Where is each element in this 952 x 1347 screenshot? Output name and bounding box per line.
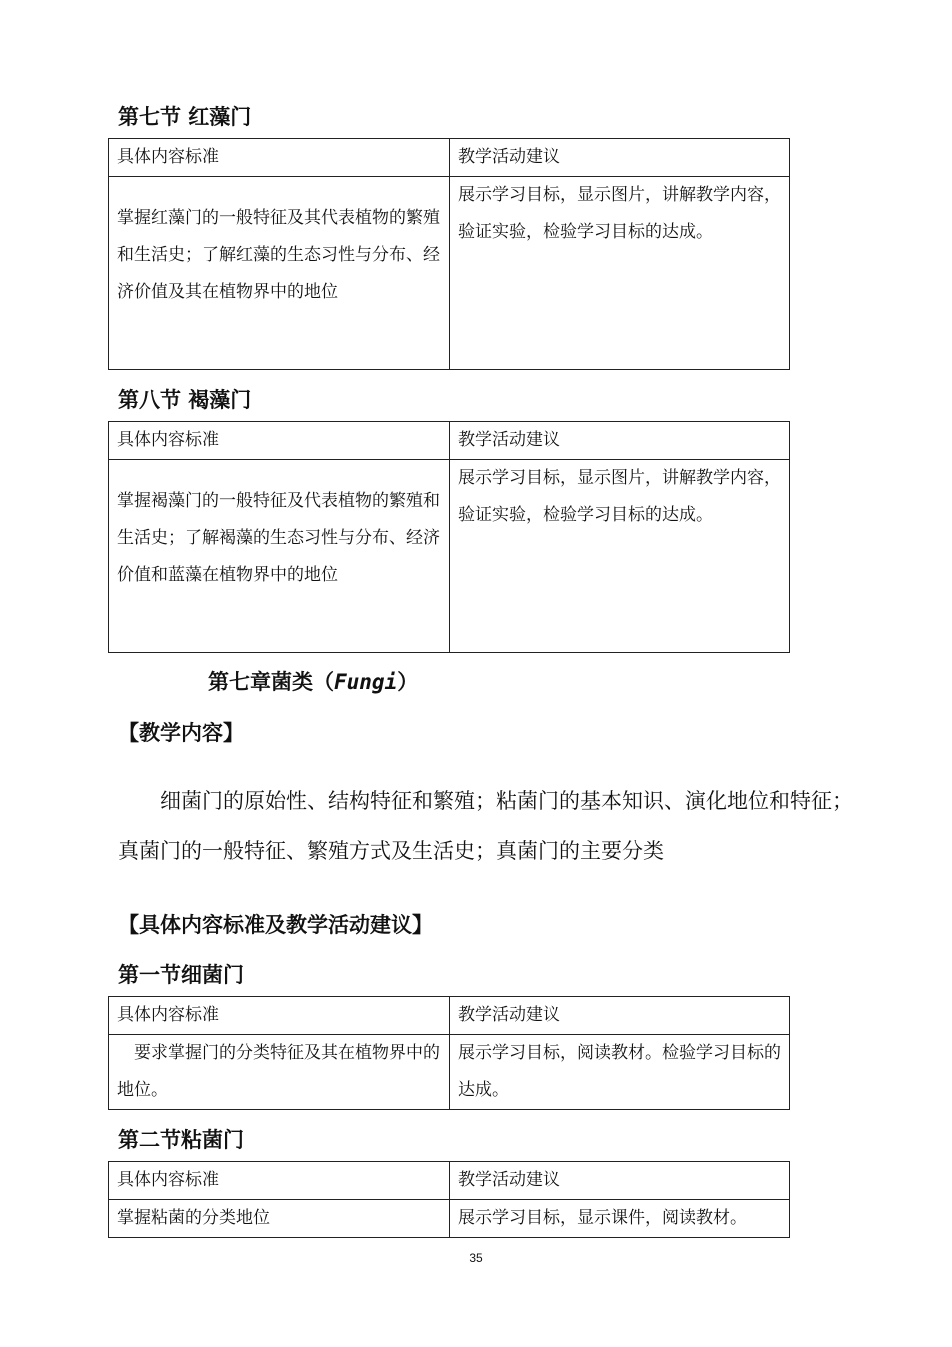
content-standard-cell: 掌握褐藻门的一般特征及代表植物的繁殖和生活史；了解褐藻的生态习性与分布、经济价值和蓝藻在植物界中的地位	[109, 460, 450, 652]
chapter-title	[208, 666, 418, 696]
chapter-title-prefix: 第七章菌类（	[208, 670, 334, 694]
content-standard-cell: 要求掌握门的分类特征及其在植物界中的地位。	[109, 1035, 450, 1109]
teaching-content-heading: 【教学内容】	[118, 721, 244, 745]
section-title-brown-algae: 第八节 褐藻门	[118, 388, 252, 412]
section-title-red-algae: 第七节 红藻门	[118, 105, 252, 129]
header-content-standard: 具体内容标准	[109, 422, 450, 459]
header-teaching-activity: 教学活动建议	[458, 430, 560, 450]
content-standard-cell: 掌握红藻门的一般特征及其代表植物的繁殖和生活史；了解红藻的生态习性与分布、经济价值及其在植物界中的地位	[109, 177, 450, 369]
teaching-content-paragraph: 细菌门的原始性、结构特征和繁殖；粘菌门的基本知识、演化地位和特征；真菌门的一般特征、繁殖方式及生活史；真菌门的主要分类	[118, 789, 853, 863]
table-row	[109, 176, 789, 369]
header-content-standard: 具体内容标准	[109, 1162, 450, 1199]
content-standard-cell: 掌握粘菌的分类地位	[109, 1200, 450, 1237]
bacteria-table	[108, 996, 790, 1110]
header-content-standard: 具体内容标准	[109, 997, 450, 1034]
section-title-slime-mold: 第二节粘菌门	[118, 1128, 244, 1152]
table-header-row	[109, 997, 789, 1034]
teaching-activity-cell: 展示学习目标，阅读教材。检验学习目标的达成。	[458, 1043, 781, 1100]
table-header-row	[109, 422, 789, 459]
red-algae-table	[108, 138, 790, 370]
brown-algae-table	[108, 421, 790, 653]
table-row	[109, 459, 789, 652]
chapter-title-suffix: ）	[397, 670, 419, 694]
header-content-standard: 具体内容标准	[109, 139, 450, 176]
section-title-bacteria: 第一节细菌门	[118, 963, 244, 987]
teaching-activity-cell: 展示学习目标，显示课件，阅读教材。	[458, 1208, 747, 1228]
table-row	[109, 1034, 789, 1109]
slime-mold-table	[108, 1161, 790, 1238]
teaching-activity-cell: 展示学习目标，显示图片，讲解教学内容，验证实验，检验学习目标的达成。	[458, 468, 781, 525]
chapter-title-latin: Fungi	[334, 670, 398, 694]
table-header-row	[109, 1162, 789, 1199]
teaching-activity-cell: 展示学习目标，显示图片，讲解教学内容，验证实验，检验学习目标的达成。	[458, 185, 781, 242]
header-teaching-activity: 教学活动建议	[458, 147, 560, 167]
header-teaching-activity: 教学活动建议	[458, 1170, 560, 1190]
standards-heading: 【具体内容标准及教学活动建议】	[118, 913, 433, 937]
table-row	[109, 1199, 789, 1237]
table-header-row	[109, 139, 789, 176]
page-number: 35	[469, 1251, 483, 1265]
header-teaching-activity: 教学活动建议	[458, 1005, 560, 1025]
